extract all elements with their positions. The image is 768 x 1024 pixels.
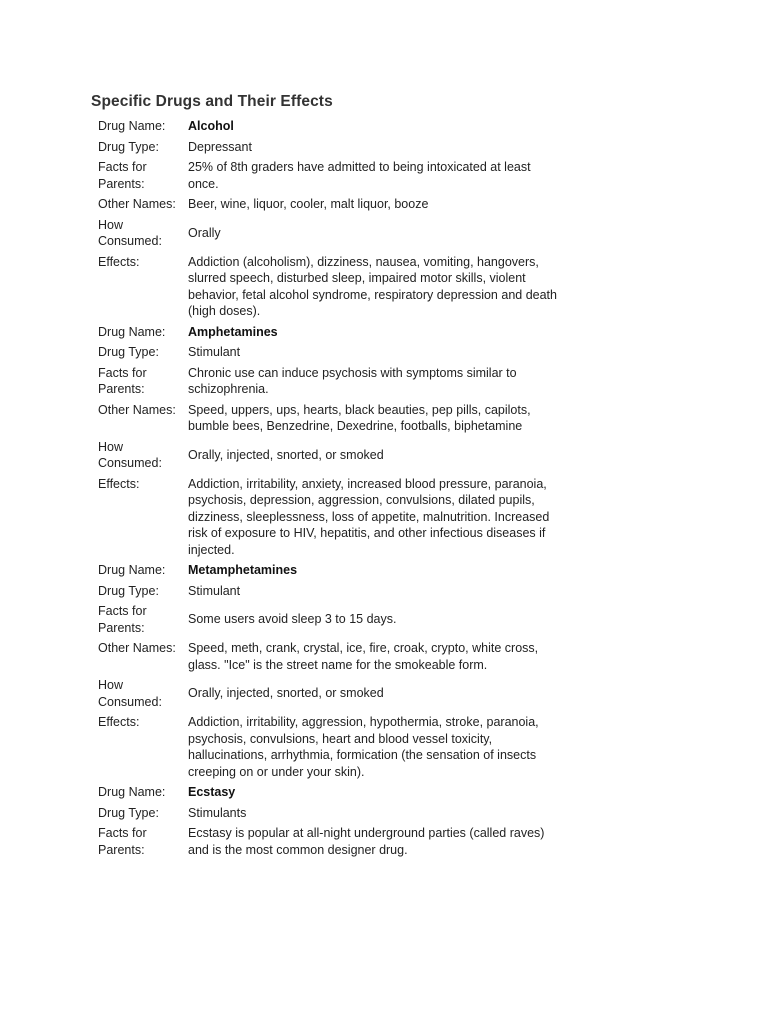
facts-label: Facts for Parents: bbox=[98, 160, 147, 191]
facts-row bbox=[92, 364, 572, 401]
how-consumed-value: Orally, injected, snorted, or smoked bbox=[188, 686, 384, 701]
drug-name-row bbox=[92, 783, 572, 804]
effects-row bbox=[92, 253, 572, 323]
drug-name-label: Drug Name: bbox=[98, 785, 166, 799]
drug-type-value: Stimulant bbox=[188, 345, 241, 359]
drug-name-value: Ecstasy bbox=[188, 785, 236, 799]
other-names-label: Other Names: bbox=[98, 197, 176, 211]
how-consumed-value: Orally bbox=[188, 225, 221, 240]
drug-type-label: Drug Type: bbox=[98, 345, 159, 359]
how-consumed-row bbox=[92, 676, 572, 713]
drug-name-label: Drug Name: bbox=[98, 324, 166, 339]
facts-label: Facts for Parents: bbox=[98, 365, 147, 396]
facts-label: Facts for Parents: bbox=[98, 604, 147, 635]
drug-type-label: Drug Type: bbox=[98, 583, 159, 598]
effects-value: Addiction, irritability, aggression, hypothermia, stroke, paranoia, psychosis, convulsions, heart and blood vessel toxicity, hallucinations, arrhythmia, formication (the sensation of insects creeping on or under your skin). bbox=[188, 715, 539, 779]
other-names-value: Speed, uppers, ups, hearts, black beauties, pep pills, capilots, bumble bees, Benzedrine, Dexedrine, footballs, biphetamine bbox=[188, 402, 531, 433]
facts-row bbox=[92, 158, 572, 195]
how-consumed-row bbox=[92, 438, 572, 475]
drug-type-value: Stimulant bbox=[188, 583, 241, 598]
effects-value: Addiction (alcoholism), dizziness, nausea, vomiting, hangovers, slurred speech, disturbed sleep, impaired motor skills, violent behavior, fetal alcohol syndrome, respiratory depression and death (high doses). bbox=[188, 254, 557, 318]
effects-label: Effects: bbox=[98, 254, 140, 269]
effects-row bbox=[92, 713, 572, 783]
drug-name-row bbox=[92, 561, 572, 582]
drug-name-label: Drug Name: bbox=[98, 119, 166, 133]
other-names-row bbox=[92, 639, 572, 676]
drug-type-label: Drug Type: bbox=[98, 139, 159, 154]
drug-name-value: Metamphetamines bbox=[188, 563, 298, 577]
drug-type-value: Stimulants bbox=[188, 805, 247, 820]
how-consumed-label: How Consumed: bbox=[98, 678, 162, 709]
how-consumed-value: Orally, injected, snorted, or smoked bbox=[188, 447, 384, 462]
facts-value: Ecstasy is popular at all-night underground parties (called raves) and is the most common designer drug. bbox=[188, 826, 545, 857]
facts-label: Facts for Parents: bbox=[98, 826, 147, 857]
drug-name-label: Drug Name: bbox=[98, 563, 166, 577]
drug-list bbox=[92, 117, 572, 861]
facts-value: Chronic use can induce psychosis with symptoms similar to schizophrenia. bbox=[188, 365, 517, 396]
effects-value: Addiction, irritability, anxiety, increased blood pressure, paranoia, psychosis, depression, aggression, convulsions, dilated pupils, dizziness, sleeplessness, loss of appetite, malnutrition. Increased risk of exposure to HIV, hepatitis, and other infectious diseases if injected. bbox=[188, 476, 550, 557]
drug-type-row bbox=[92, 138, 572, 159]
drug-type-row bbox=[92, 582, 572, 603]
other-names-label: Other Names: bbox=[98, 402, 176, 417]
other-names-value: Speed, meth, crank, crystal, ice, fire, croak, crypto, white cross, glass. "Ice" is the street name for the smokeable form. bbox=[188, 641, 539, 672]
page-title: Specific Drugs and Their Effects bbox=[91, 93, 333, 110]
facts-row bbox=[92, 824, 572, 861]
other-names-row bbox=[92, 401, 572, 438]
how-consumed-label: How Consumed: bbox=[98, 217, 162, 248]
drug-type-row bbox=[92, 804, 572, 825]
facts-value: 25% of 8th graders have admitted to being intoxicated at least once. bbox=[188, 160, 531, 191]
how-consumed-label: How Consumed: bbox=[98, 439, 162, 470]
other-names-label: Other Names: bbox=[98, 641, 176, 655]
drug-name-row bbox=[92, 323, 572, 344]
effects-label: Effects: bbox=[98, 715, 140, 729]
drug-name-row bbox=[92, 117, 572, 138]
effects-label: Effects: bbox=[98, 476, 140, 491]
drug-name-value: Amphetamines bbox=[188, 324, 278, 339]
drug-type-value: Depressant bbox=[188, 139, 252, 154]
effects-row bbox=[92, 475, 572, 562]
drug-type-row bbox=[92, 343, 572, 364]
drug-type-label: Drug Type: bbox=[98, 805, 159, 820]
drug-name-value: Alcohol bbox=[188, 119, 234, 133]
how-consumed-row bbox=[92, 216, 572, 253]
other-names-value: Beer, wine, liquor, cooler, malt liquor, booze bbox=[188, 197, 429, 211]
facts-row bbox=[92, 602, 572, 639]
facts-value: Some users avoid sleep 3 to 15 days. bbox=[188, 612, 397, 627]
other-names-row bbox=[92, 195, 572, 216]
